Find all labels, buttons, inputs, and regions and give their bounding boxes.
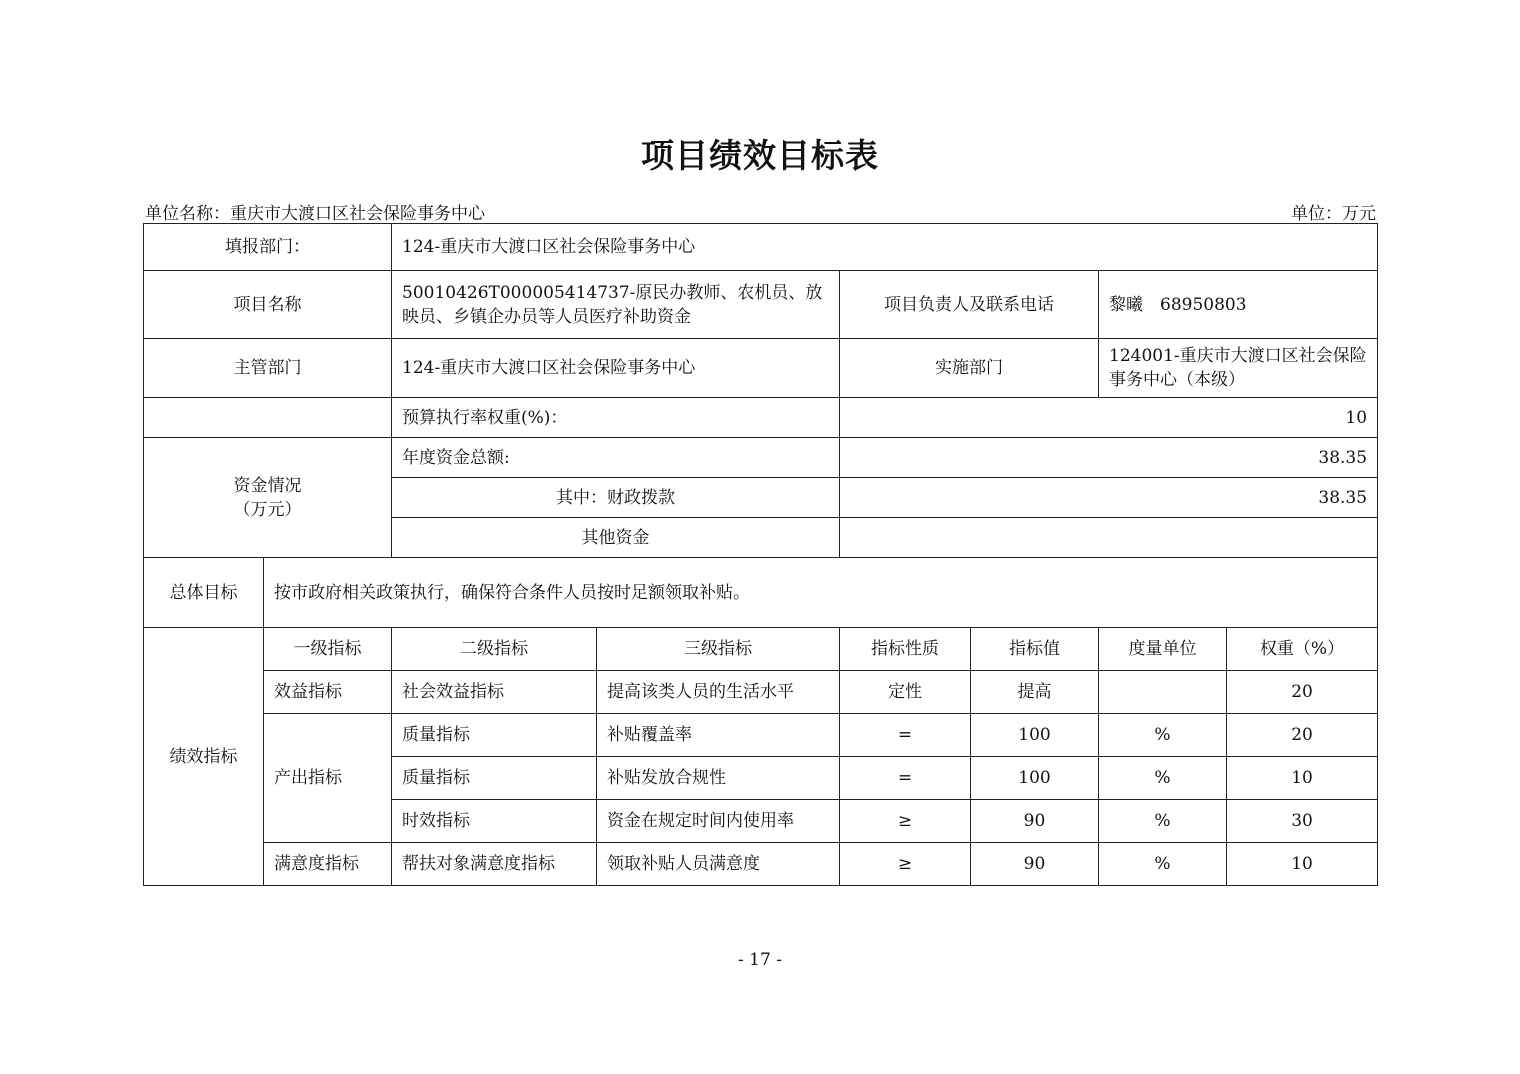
annual-total-label: 年度资金总额: <box>392 438 840 478</box>
overall-goal-row <box>144 558 1378 628</box>
table-row <box>144 714 1378 757</box>
level2-cell: 时效指标 <box>392 800 597 843</box>
project-name-row <box>144 271 1378 339</box>
weight-cell: 10 <box>1227 757 1378 800</box>
table-row <box>144 843 1378 886</box>
fill-dept-row <box>144 224 1378 271</box>
level3-cell: 领取补贴人员满意度 <box>597 843 840 886</box>
value-cell: 100 <box>971 757 1099 800</box>
nature-cell: = <box>840 757 971 800</box>
supervisor-label: 主管部门 <box>144 339 392 398</box>
level1-cell: 产出指标 <box>264 714 392 843</box>
table-row <box>144 671 1378 714</box>
other-funds-value <box>840 518 1378 558</box>
project-contact-value: 黎曦 68950803 <box>1099 271 1378 339</box>
level2-cell: 帮扶对象满意度指标 <box>392 843 597 886</box>
budget-rate-value: 10 <box>840 398 1378 438</box>
performance-goal-table <box>143 223 1378 886</box>
header-value: 指标值 <box>971 628 1099 671</box>
impl-dept-value: 124001-重庆市大渡口区社会保险事务中心（本级） <box>1099 339 1378 398</box>
value-cell: 90 <box>971 843 1099 886</box>
level2-cell: 社会效益指标 <box>392 671 597 714</box>
level3-cell: 补贴发放合规性 <box>597 757 840 800</box>
annual-total-value: 38.35 <box>840 438 1378 478</box>
nature-cell: = <box>840 714 971 757</box>
annual-total-row <box>144 438 1378 478</box>
unit-cell <box>1099 671 1227 714</box>
unit-cell: % <box>1099 714 1227 757</box>
currency-unit-label: 单位：万元 <box>1291 204 1376 224</box>
header-level3: 三级指标 <box>597 628 840 671</box>
impl-dept-label: 实施部门 <box>840 339 1099 398</box>
funds-label-cell <box>144 438 392 558</box>
level1-cell: 效益指标 <box>264 671 392 714</box>
value-cell: 100 <box>971 714 1099 757</box>
overall-goal-label: 总体目标 <box>144 558 264 628</box>
fiscal-value: 38.35 <box>840 478 1378 518</box>
supervisor-value: 124-重庆市大渡口区社会保险事务中心 <box>392 339 840 398</box>
weight-cell: 30 <box>1227 800 1378 843</box>
page-title: 项目绩效目标表 <box>641 136 879 175</box>
indicator-header-row <box>144 628 1378 671</box>
project-contact-label: 项目负责人及联系电话 <box>840 271 1099 339</box>
budget-rate-blank <box>144 398 392 438</box>
budget-rate-row <box>144 398 1378 438</box>
nature-cell: 定性 <box>840 671 971 714</box>
weight-cell: 10 <box>1227 843 1378 886</box>
fill-dept-value: 124-重庆市大渡口区社会保险事务中心 <box>392 224 1378 271</box>
level3-cell: 提高该类人员的生活水平 <box>597 671 840 714</box>
header-level1: 一级指标 <box>264 628 392 671</box>
value-cell: 90 <box>971 800 1099 843</box>
unit-cell: % <box>1099 843 1227 886</box>
fill-dept-label: 填报部门： <box>144 224 392 271</box>
budget-rate-label: 预算执行率权重(%)： <box>392 398 840 438</box>
perf-indicator-label: 绩效指标 <box>144 628 264 886</box>
header-weight: 权重（%） <box>1227 628 1378 671</box>
level1-cell: 满意度指标 <box>264 843 392 886</box>
header-level2: 二级指标 <box>392 628 597 671</box>
weight-cell: 20 <box>1227 671 1378 714</box>
header-nature: 指标性质 <box>840 628 971 671</box>
level3-cell: 补贴覆盖率 <box>597 714 840 757</box>
value-cell: 提高 <box>971 671 1099 714</box>
level2-cell: 质量指标 <box>392 757 597 800</box>
unit-cell: % <box>1099 800 1227 843</box>
fiscal-label: 其中：财政拨款 <box>392 478 840 518</box>
level3-cell: 资金在规定时间内使用率 <box>597 800 840 843</box>
unit-cell: % <box>1099 757 1227 800</box>
level2-cell: 质量指标 <box>392 714 597 757</box>
unit-name-label: 单位名称：重庆市大渡口区社会保险事务中心 <box>145 204 485 224</box>
header-unit: 度量单位 <box>1099 628 1227 671</box>
other-funds-label: 其他资金 <box>392 518 840 558</box>
overall-goal-value: 按市政府相关政策执行，确保符合条件人员按时足额领取补贴。 <box>264 558 1378 628</box>
nature-cell: ≥ <box>840 843 971 886</box>
project-name-value: 50010426T000005414737-原民办教师、农机员、放映员、乡镇企办员等人员医疗补助资金 <box>392 271 840 339</box>
nature-cell: ≥ <box>840 800 971 843</box>
supervisor-row <box>144 339 1378 398</box>
project-name-label: 项目名称 <box>144 271 392 339</box>
funds-unit: （万元） <box>233 499 302 520</box>
funds-label: 资金情况 <box>233 475 302 496</box>
page-number: - 17 - <box>738 950 782 970</box>
weight-cell: 20 <box>1227 714 1378 757</box>
